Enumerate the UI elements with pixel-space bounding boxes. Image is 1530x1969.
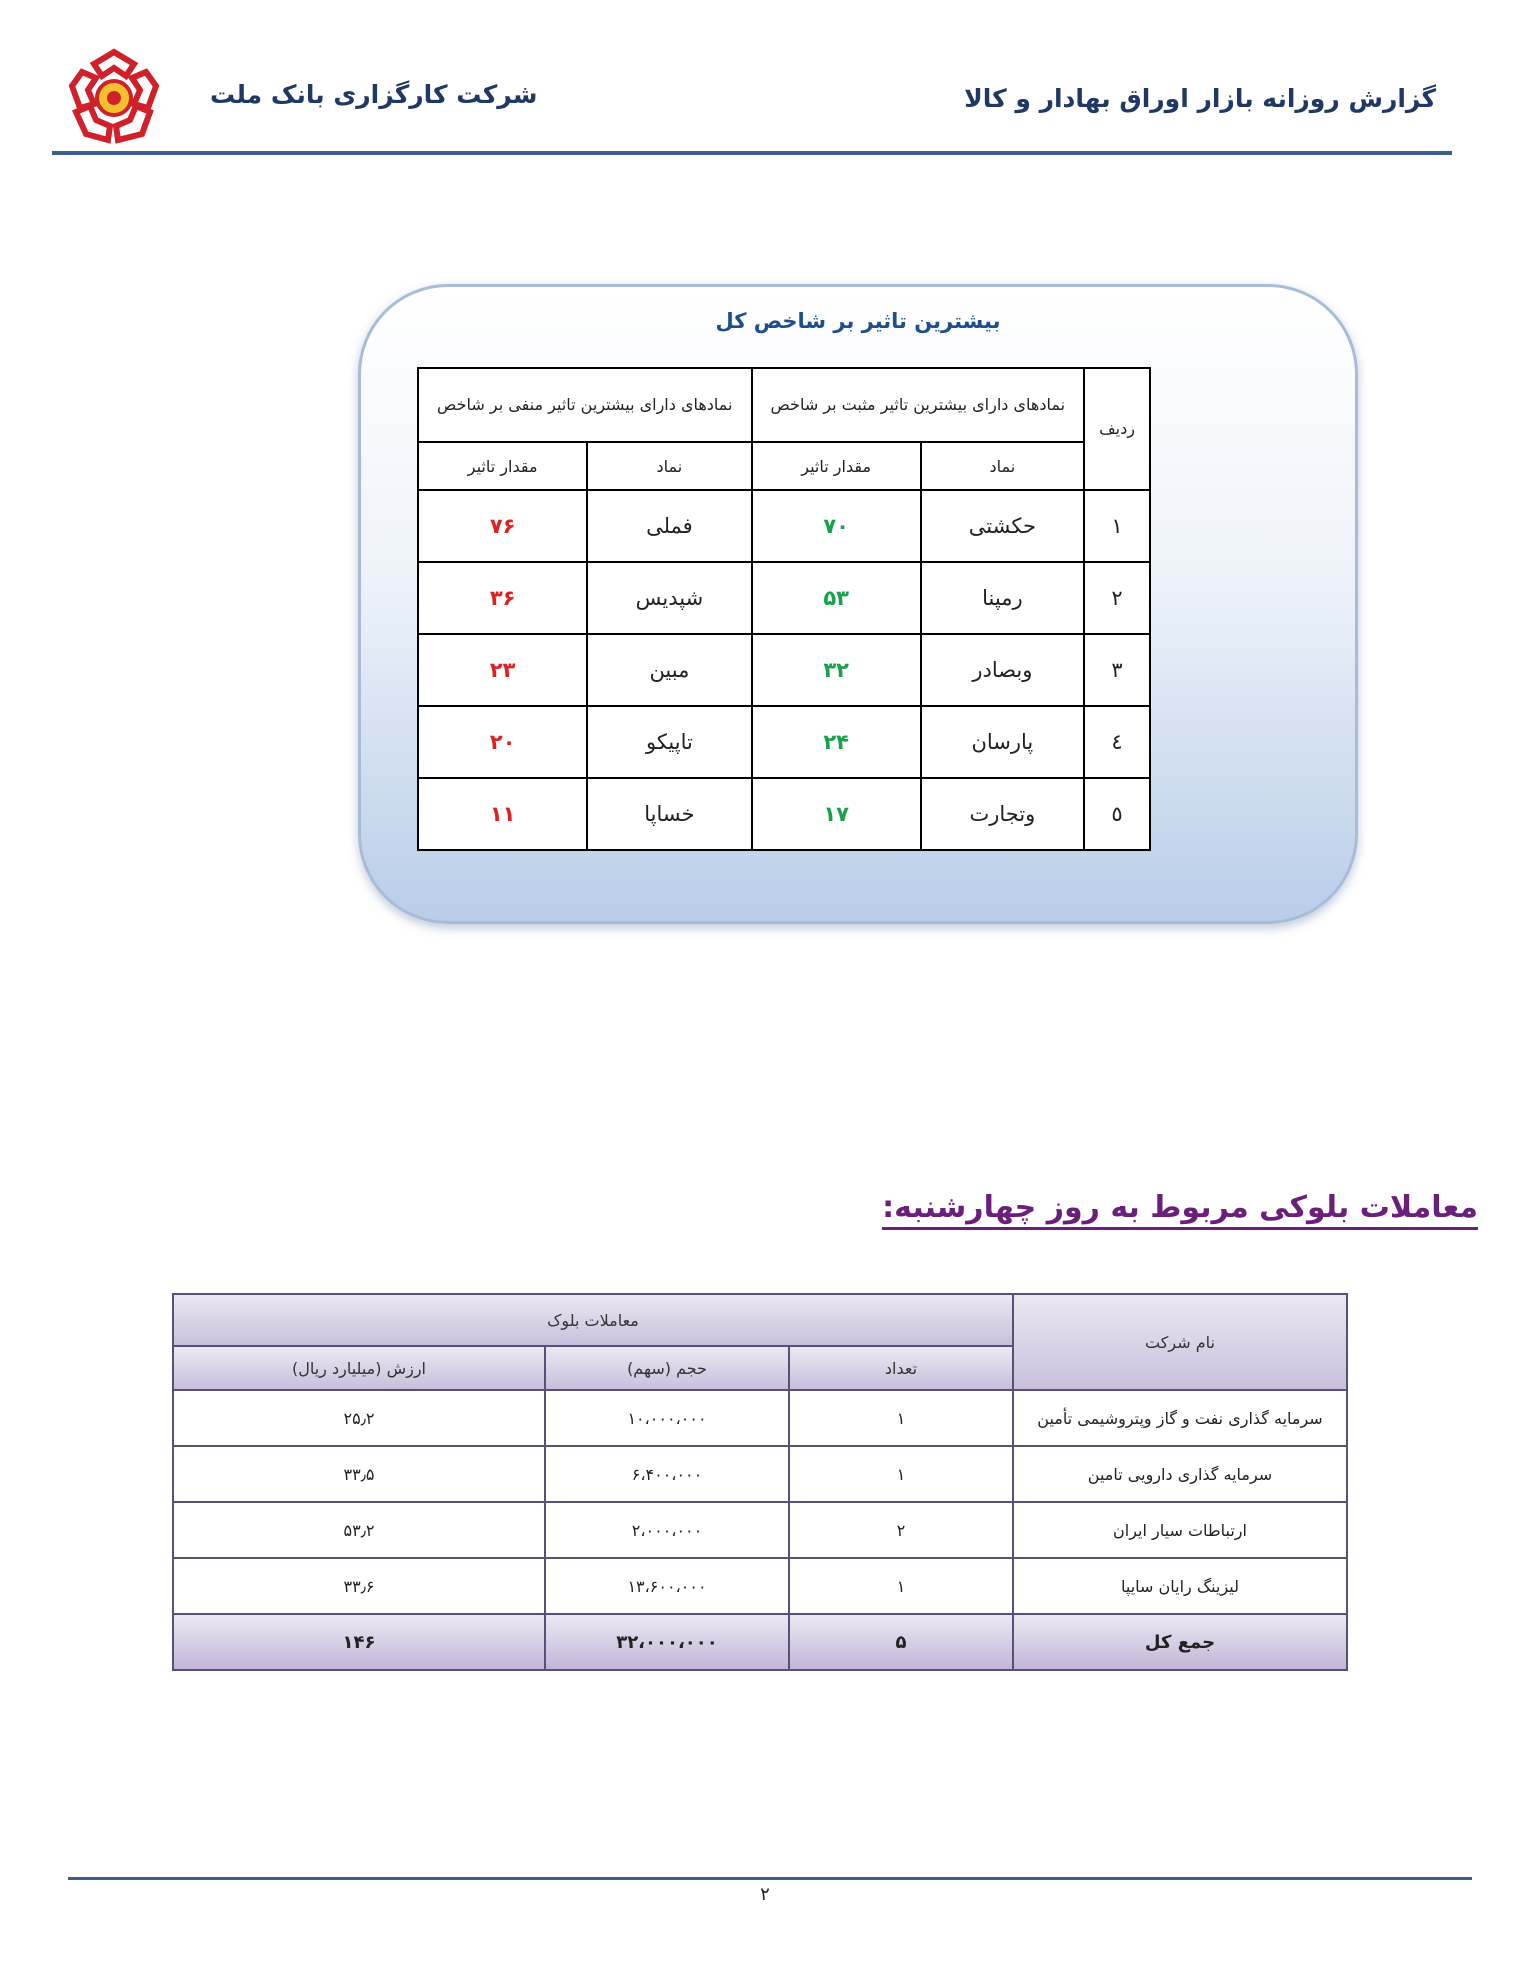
block-trades-table <box>172 1293 1348 1671</box>
pos-value: ۳۲ <box>752 634 921 706</box>
pos-value: ۱۷ <box>752 778 921 850</box>
pos-symbol: پارسان <box>921 706 1084 778</box>
footer-divider <box>68 1877 1472 1880</box>
neg-value: ۷۶ <box>418 490 587 562</box>
table-row <box>173 1446 1347 1502</box>
count-cell: ۱ <box>789 1558 1013 1614</box>
pos-value: ۷۰ <box>752 490 921 562</box>
row-number: ۳ <box>1084 634 1150 706</box>
company-cell: ارتباطات سیار ایران <box>1013 1502 1347 1558</box>
page-number: ۲ <box>760 1884 770 1905</box>
volume-cell: ۲،۰۰۰،۰۰۰ <box>545 1502 789 1558</box>
neg-symbol: مبین <box>587 634 751 706</box>
pos-symbol: حکشتی <box>921 490 1084 562</box>
value-cell: ۳۳٫۵ <box>173 1446 545 1502</box>
impact-panel-title: بیشترین تاثیر بر شاخص کل <box>715 309 1001 333</box>
pos-symbol: رمپنا <box>921 562 1084 634</box>
count-cell: ۲ <box>789 1502 1013 1558</box>
neg-symbol: خساپا <box>587 778 751 850</box>
total-value: ۱۴۶ <box>173 1614 545 1670</box>
pos-value: ۲۴ <box>752 706 921 778</box>
total-volume: ۳۲،۰۰۰،۰۰۰ <box>545 1614 789 1670</box>
value-cell: ۳۳٫۶ <box>173 1558 545 1614</box>
neg-value: ۱۱ <box>418 778 587 850</box>
company-name: شرکت کارگزاری بانک ملت <box>210 80 538 109</box>
value-cell: ۲۵٫۲ <box>173 1390 545 1446</box>
row-number: ۲ <box>1084 562 1150 634</box>
row-number: ٥ <box>1084 778 1150 850</box>
positive-group-header: نمادهای دارای بیشترین تاثیر مثبت بر شاخص <box>752 368 1084 442</box>
value-col-header: ارزش (میلیارد ریال) <box>173 1346 545 1390</box>
count-cell: ۱ <box>789 1390 1013 1446</box>
total-row <box>173 1614 1347 1670</box>
page-header <box>0 0 1530 160</box>
col-row-header: ردیف <box>1084 368 1150 490</box>
count-col-header: تعداد <box>789 1346 1013 1390</box>
header-divider <box>52 151 1452 155</box>
neg-symbol-header: نماد <box>587 442 751 490</box>
company-cell: لیزینگ رایان سایپا <box>1013 1558 1347 1614</box>
table-row <box>418 562 1150 634</box>
table-row <box>418 490 1150 562</box>
neg-symbol: تاپیکو <box>587 706 751 778</box>
neg-amount-header: مقدار تاثیر <box>418 442 587 490</box>
volume-cell: ۶،۴۰۰،۰۰۰ <box>545 1446 789 1502</box>
count-cell: ۱ <box>789 1446 1013 1502</box>
pos-symbol: وبصادر <box>921 634 1084 706</box>
company-cell: سرمایه گذاری نفت و گاز وپتروشیمی تأمین <box>1013 1390 1347 1446</box>
report-title: گزارش روزانه بازار اوراق بهادار و کالا <box>964 84 1436 113</box>
table-row <box>418 778 1150 850</box>
total-label: جمع کل <box>1013 1614 1347 1670</box>
table-row <box>173 1502 1347 1558</box>
row-number: ٤ <box>1084 706 1150 778</box>
index-impact-table <box>417 367 1151 851</box>
volume-col-header: حجم (سهم) <box>545 1346 789 1390</box>
bank-mellat-logo-icon <box>62 46 166 146</box>
negative-group-header: نمادهای دارای بیشترین تاثیر منفی بر شاخص <box>418 368 752 442</box>
pos-amount-header: مقدار تاثیر <box>752 442 921 490</box>
neg-value: ۳۶ <box>418 562 587 634</box>
pos-value: ۵۳ <box>752 562 921 634</box>
volume-cell: ۱۳،۶۰۰،۰۰۰ <box>545 1558 789 1614</box>
value-cell: ۵۳٫۲ <box>173 1502 545 1558</box>
pos-symbol-header: نماد <box>921 442 1084 490</box>
table-row <box>418 706 1150 778</box>
block-group-header: معاملات بلوک <box>173 1294 1013 1346</box>
table-row <box>173 1390 1347 1446</box>
pos-symbol: وتجارت <box>921 778 1084 850</box>
company-col-header: نام شرکت <box>1013 1294 1347 1390</box>
table-row <box>418 634 1150 706</box>
company-cell: سرمایه گذاری دارویی تامین <box>1013 1446 1347 1502</box>
total-count: ۵ <box>789 1614 1013 1670</box>
neg-value: ۲۳ <box>418 634 587 706</box>
neg-symbol: فملی <box>587 490 751 562</box>
neg-symbol: شپدیس <box>587 562 751 634</box>
block-trades-heading: معاملات بلوکی مربوط به روز چهارشنبه: <box>882 1190 1478 1230</box>
table-row <box>173 1558 1347 1614</box>
row-number: ۱ <box>1084 490 1150 562</box>
index-impact-panel <box>358 284 1358 924</box>
volume-cell: ۱۰،۰۰۰،۰۰۰ <box>545 1390 789 1446</box>
neg-value: ۲۰ <box>418 706 587 778</box>
